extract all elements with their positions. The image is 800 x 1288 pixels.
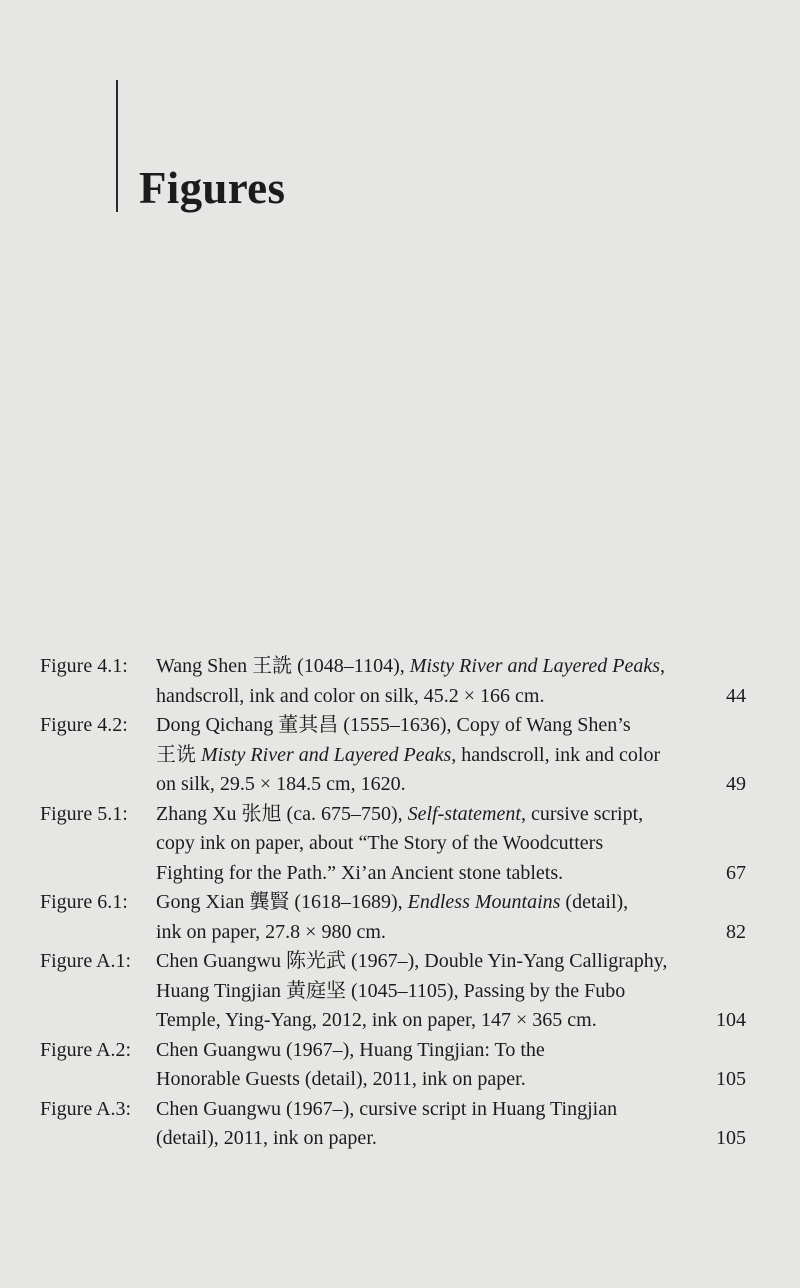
page-number: 44 — [726, 684, 746, 707]
caption-line — [156, 1065, 700, 1095]
caption-text: Temple, Ying-Yang, 2012, ink on paper, 147 × 365 cm. — [156, 1009, 597, 1031]
caption-line — [156, 829, 700, 859]
figure-entry — [40, 711, 760, 800]
page-number: 105 — [716, 1127, 746, 1149]
title-rule — [116, 80, 118, 212]
caption-text: Honorable Guests (detail), 2011, ink on paper. — [156, 1068, 526, 1090]
caption-line — [156, 800, 700, 830]
caption-text: (detail), 2011, ink on paper. — [156, 1127, 377, 1149]
figure-caption — [156, 652, 760, 711]
figure-label: Figure 4.2: — [40, 714, 128, 736]
page-number: 67 — [726, 861, 746, 884]
caption-text: Fighting for the Path.” Xi’an Ancient stone tablets. — [156, 861, 564, 884]
caption-text: handscroll, ink and color on silk, 45.2 × 166 cm. — [156, 684, 545, 707]
page-number: 82 — [726, 920, 746, 943]
figure-caption — [156, 888, 760, 947]
page-number: 49 — [726, 773, 746, 795]
figure-entry — [40, 1095, 760, 1154]
caption-text: Gong Xian 龔賢 (1618–1689), — [156, 891, 408, 913]
caption-line — [156, 741, 700, 771]
caption-line — [156, 1095, 700, 1125]
caption-line — [156, 652, 700, 682]
caption-line — [156, 682, 700, 712]
caption-line — [156, 770, 700, 800]
figure-label: Figure 5.1: — [40, 802, 128, 825]
caption-text: , — [660, 655, 666, 677]
figure-entry — [40, 1036, 760, 1095]
figure-caption — [156, 947, 760, 1036]
page-number: 105 — [716, 1068, 746, 1090]
caption-text: (detail), — [560, 891, 629, 913]
caption-line — [156, 947, 700, 977]
figure-entry — [40, 947, 760, 1036]
figure-caption — [156, 711, 760, 800]
figure-label: Figure A.2: — [40, 1038, 132, 1061]
figure-entry — [40, 888, 760, 947]
page-title: Figures — [139, 163, 286, 213]
caption-text: Dong Qichang 董其昌 (1555–1636), Copy of Wang Shen’s — [156, 714, 631, 736]
caption-line — [156, 1036, 700, 1066]
caption-text: Zhang Xu 张旭 (ca. 675–750), — [156, 802, 408, 825]
caption-text: Chen Guangwu (1967–), cursive script in Huang Tingjian — [156, 1097, 618, 1120]
caption-text: Wang Shen 王詵 (1048–1104), — [156, 655, 410, 677]
figure-label: Figure A.1: — [40, 950, 132, 972]
artwork-title: Endless Mountains — [407, 891, 561, 913]
caption-text: Chen Guangwu 陈光武 (1967–), Double Yin-Yang Calligraphy, — [156, 950, 668, 972]
page-number: 104 — [716, 1009, 746, 1031]
figure-label: Figure 4.1: — [40, 655, 128, 677]
caption-line — [156, 711, 700, 741]
caption-text: ink on paper, 27.8 × 980 cm. — [156, 920, 386, 943]
caption-line — [156, 1006, 700, 1036]
figure-entry — [40, 800, 760, 889]
figure-label: Figure A.3: — [40, 1097, 132, 1120]
caption-line — [156, 977, 700, 1007]
caption-text: Chen Guangwu (1967–), Huang Tingjian: To the — [156, 1038, 545, 1061]
caption-text: copy ink on paper, about “The Story of the Woodcutters — [156, 832, 604, 854]
caption-line — [156, 859, 700, 889]
figure-caption — [156, 1036, 760, 1095]
figure-caption — [156, 800, 760, 889]
caption-line — [156, 888, 700, 918]
artwork-title: Misty River and Layered Peaks — [409, 655, 661, 677]
figure-caption — [156, 1095, 760, 1154]
artwork-title: Misty River and Layered Peaks — [201, 743, 452, 766]
caption-text: 王诜 — [156, 743, 201, 766]
figure-entry — [40, 652, 760, 711]
caption-text: , handscroll, ink and color — [451, 743, 661, 766]
caption-line — [156, 1124, 700, 1154]
caption-text: , cursive script, — [520, 802, 644, 825]
figure-list — [40, 652, 760, 1154]
caption-text: Huang Tingjian 黄庭坚 (1045–1105), Passing by the Fubo — [156, 979, 626, 1002]
caption-text: on silk, 29.5 × 184.5 cm, 1620. — [156, 773, 406, 795]
figure-label: Figure 6.1: — [40, 891, 128, 913]
artwork-title: Self-statement — [407, 802, 521, 825]
caption-line — [156, 918, 700, 948]
